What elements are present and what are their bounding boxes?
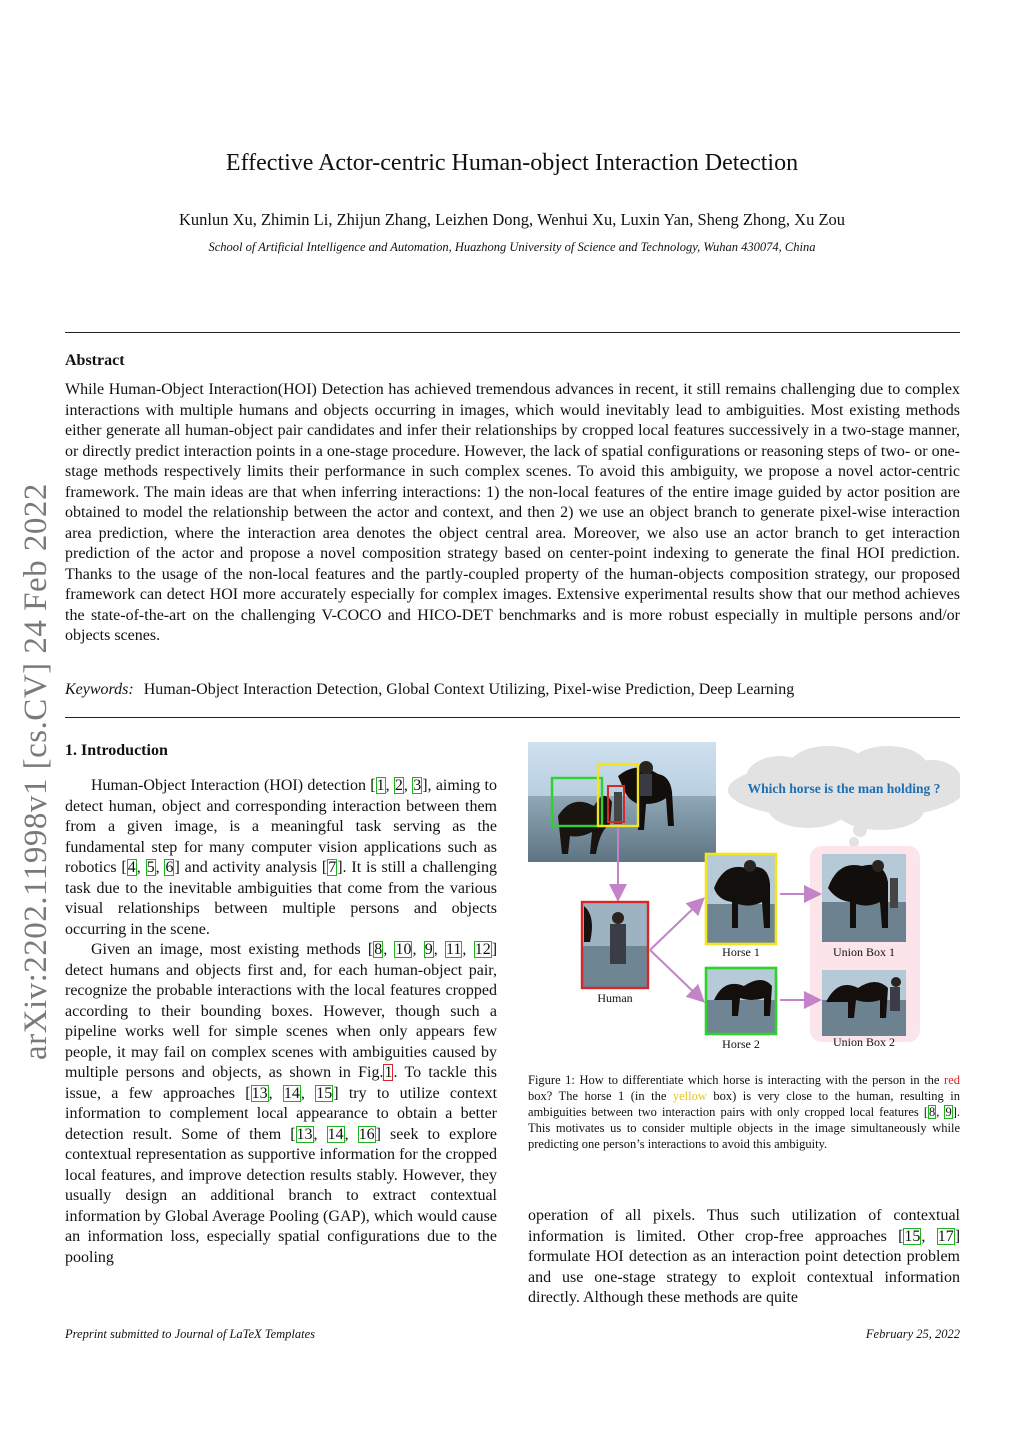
main-photo [528,742,716,862]
citation-link[interactable]: 10 [395,941,412,958]
citation-link[interactable]: 3 [413,777,422,794]
citation-link[interactable]: 14 [283,1084,300,1102]
caption-red-word: red [944,1073,960,1087]
text-run: try to utilize context information to complement local appearance to obtain a better detection result. Some of them [65,1084,498,1143]
citation-link[interactable]: 5 [146,859,155,876]
horse-1-crop [706,854,776,959]
citation-link[interactable]: 15 [316,1084,333,1102]
affiliation: School of Artificial Intelligence and Automation, Huazhong University of Science and Technology, Wuhan 430074, China [208,240,816,254]
keywords-label: Keywords: [65,681,134,698]
horse-2-crop [706,968,776,1051]
text-run: . This motivates us to consider multiple objects in the image simultaneously while predicting one person’s interactions to avoid this ambiguity. [528,1105,961,1151]
union-box-2-label: Union Box 2 [832,1035,896,1049]
human-crop [582,902,648,1005]
abstract-text: While Human-Object Interaction(HOI) Detection has achieved tremendous advances in recent, it still remains challenging due to complex interactions with multiple humans and objects occurring in images, which would inevitably lead to ambiguities. Most existing methods either generate all human-object pair candidates and infer their relationships by cropped local features successively in a two-stage manner, or directly predict interaction points in a one-stage procedure. However, the lack of spatial configurations or reasoning steps of two- or one- stage methods respectively limits their performance in such complex scenes. To avoid this ambiguity, we propose a novel actor-centric framework. The main ideas are that when inferring interactions: 1) the non-local features of the entire image guided by actor position are obtained to model the relationship between the actor and context, and then 2) we use an object branch to generate pixel-wise interaction area prediction, where the interaction area denotes the object central area. Moreover, we also use an actor branch to get interaction prediction of the actor and propose a novel composition strategy based on center-point indexing to generate the final HOI prediction. Thanks to the usage of the non-local features and the partly-coupled property of the human-objects composition strategy, our proposed framework can detect HOI more accurately especially for complex images. Extensive experimental results show that our method achieves the state-of-the-art on the challenging V-COCO and HICO-DET benchmarks and is more robust especially in multiple persons and/or objects scenes. [65,381,960,644]
footer-date: February 25, 2022 [865,1327,960,1341]
citation-link[interactable]: 6 [165,859,174,876]
citation-link[interactable]: 2 [394,777,403,794]
intro-paragraph-2: Given an image, most existing methods [8, 10, 9, 11, 12] detect humans and objects first and, for each human-object pair, recognize the probable interactions with the local features cropped according to their bounding boxes. However, though such a pipeline works well for simple scenes when only appears few people, it may fail on complex scenes with ambiguities caused by multiple persons and objects, as shown in Fig.1. To tackle this issue, a few approaches [13, 14, 15] try to utilize context information to complement local appearance to obtain a better detection result. Some of them [13, 14, 16] seek to explore contextual representation as supportive information for the cropped local features, and improve detection results stably. However, they usually design an additional branch to extract contextual information by Global Average Pooling (GAP), which would cause an information loss, especially spatial configurations due to the pooling [65,941,498,1266]
text-run: operation of all pixels. Thus such utilization of contextual information is limited. Other crop-free approaches [528,1207,960,1245]
horse-1-label: Horse 1 [722,945,760,959]
intro-paragraph-1: Human-Object Interaction (HOI) detection [1, 2, 3], aiming to detect human, object and corresponding interaction between them from a given image, is a meaningful task serving as the fundamental step for many computer vision applications such as robotics [4, 5, 6] and activity analysis [7]. It is still a challenging task due to the inevitable ambiguities that come from the various visual relationships between multiple persons and objects occurring in the scene. [65,777,498,938]
citation-link[interactable]: 8 [929,1105,936,1119]
arxiv-identifier[interactable]: arXiv:2202.11998v1 [cs.CV] 24 Feb 2022 [18,483,54,1060]
citation-link[interactable]: 13 [251,1084,268,1102]
top-rule [65,332,960,333]
text-run: . It is still a challenging task due to the inevitable ambiguities that come from the various visual relationships between multiple persons and objects occurring in the scene. [65,859,498,938]
question-text: Which horse is the man holding ? [747,781,941,796]
union-box-1-label: Union Box 1 [832,945,896,959]
caption-yellow-word: yellow [672,1089,707,1103]
citation-link[interactable]: 7 [328,859,337,876]
text-run: detect humans and objects first and, for each human-object pair, recognize the probable interactions with the local features cropped according to their bounding boxes. However, though such a pipeline works well for simple scenes when only appears few people, it may fail on complex scenes with ambiguities caused by multiple persons and objects, as shown in Fig. [65,961,497,1081]
keywords-line [65,681,960,699]
text-run: box? The horse 1 (in the [528,1089,673,1103]
horse-2-label: Horse 2 [722,1037,760,1051]
figure-1 [528,738,960,1064]
citation-link[interactable]: 8 [374,941,383,958]
footer-journal-note: Preprint submitted to Journal of LaTeX Templates [65,1327,316,1341]
citation-link[interactable]: 12 [474,941,491,958]
text-run: and activity analysis [179,859,322,876]
text-run: Given an image, most existing methods [91,941,368,958]
intro-right-column [528,1206,960,1309]
text-run: seek to explore contextual representation as supportive information for the cropped local features, and improve detection results stably. However, they usually design an additional branch to extract contextual information by Global Average Pooling (GAP), which would cause an information loss, especially spatial configurations due to the pooling [65,1125,498,1266]
text-run: Figure 1: How to differentiate which horse is interacting with the person in the [528,1073,945,1087]
keywords-text: Human-Object Interaction Detection, Global Context Utilizing, Pixel-wise Prediction, Deep Learning [143,681,795,698]
citation-link[interactable]: 9 [424,941,433,958]
author-list: Kunlun Xu, Zhimin Li, Zhijun Zhang, Leizhen Dong, Wenhui Xu, Luxin Yan, Sheng Zhong, Xu Zou [178,210,846,229]
figure-1-caption: Figure 1: How to differentiate which horse is interacting with the person in the red box? The horse 1 (in the yellow box) is very close to the human, resulting in ambiguities between two interaction pairs with only cropped local features [8, 9]. This motivates us to consider multiple objects in the image simultaneously while predicting one person’s interactions to avoid this ambiguity. [528,1073,961,1151]
citation-link[interactable]: 17 [937,1227,954,1245]
text-run: . To tackle this issue, a few approaches [65,1064,497,1102]
text-run: box) is very close to the human, resulting in ambiguities between two interaction pairs with only cropped local features [528,1089,960,1119]
citation-link[interactable]: 11 [446,941,462,958]
citation-link[interactable]: 16 [358,1125,375,1143]
text-run: , aiming to detect human, object and corresponding interaction between them from a given image, is a meaningful task serving as the fundamental step for many computer vision applications such as robotics [65,777,497,876]
figure-reference-link[interactable]: 1 [384,1064,393,1081]
abstract-heading: Abstract [65,352,125,369]
intro-left-column [65,776,497,1268]
citation-link[interactable]: 13 [296,1125,313,1143]
human-label: Human [597,991,633,1005]
citation-link[interactable]: 1 [376,777,385,794]
text-run: formulate HOI detection as an interaction point detection problem and use one-stage strategy to exploit contextual information directly. Although these methods are quite [528,1248,960,1306]
paper-title: Effective Actor-centric Human-object Interaction Detection [225,150,799,176]
citation-link[interactable]: 15 [904,1227,921,1245]
section-heading-introduction: 1. Introduction [65,742,168,759]
union-box-2 [822,970,906,1049]
citation-link[interactable]: 4 [127,859,136,876]
citation-link[interactable]: 9 [945,1105,952,1119]
text-run: Human-Object Interaction (HOI) detection [91,777,371,794]
intro-paragraph-3: operation of all pixels. Thus such utilization of contextual information is limited. Other crop-free approaches [15, 17] formulate HOI detection as an interaction point detection problem and use one-stage strategy to exploit contextual information directly. Although these methods are quite [528,1207,961,1306]
citation-link[interactable]: 14 [327,1125,344,1143]
question-bubble [728,746,960,847]
abstract-bottom-rule [65,717,960,718]
